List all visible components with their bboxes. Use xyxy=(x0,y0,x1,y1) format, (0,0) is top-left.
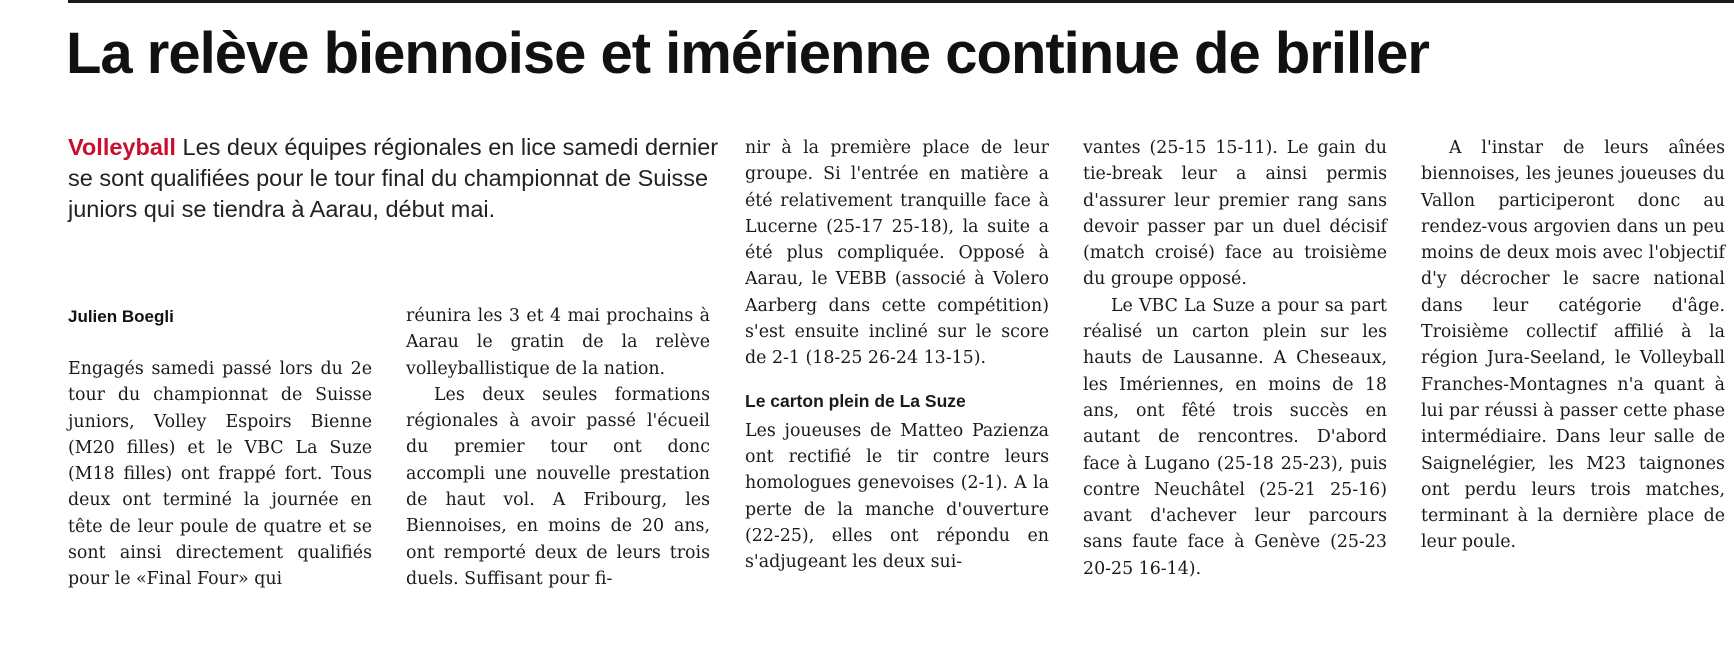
paragraph: Engagés samedi passé lors du 2e tour du championnat de Suisse juniors, Volley Espoirs Bienne (M20 filles) et le VBC La Suze (M18 filles) ont frappé fort. Tous deux ont terminé la journée en tête de leur poule de quatre et se sont ainsi directement qualifiés pour le «Final Four» qui xyxy=(68,359,372,590)
paragraph: Les deux seules formations régionales à avoir passé l'écueil du premier tour ont donc accompli une nouvelle prestation de haut vol. A Fribourg, les Biennoises, en moins de 20 ans, ont remporté deux de leurs trois duels. Suffisant pour fi- xyxy=(406,384,710,589)
paragraph: A l'instar de leurs aînées biennoises, les jeunes joueuses du Vallon participeront donc au rendez-vous argovien dans un peu moins de deux mois avec l'objectif d'y décrocher le sacre national dans leur catégorie d'âge. Troisième collectif affilié à la région Jura-Seeland, le Volleyball Franches-Montagnes n'a quant à lui par réussi à passer cette phase intermédiaire. Dans leur salle de Saignelégier, les M23 taignones ont perdu leurs trois matches, terminant à la dernière place de leur poule. xyxy=(1421,138,1725,553)
paragraph: Les joueuses de Matteo Pazienza ont rectifié le tir contre leurs homologues genevoises (2-1). A la perte de la manche d'ouverture (22-25), elles ont répondu en s'adjugeant les deux sui- xyxy=(745,420,1049,573)
column-4 xyxy=(1083,135,1387,582)
byline: Julien Boegli xyxy=(68,307,174,326)
paragraph: vantes (25-15 15-11). Le gain du tie-break leur a ainsi permis d'assurer leur premier rang sans devoir passer par un duel décisif (match croisé) face au troisième du groupe opposé. xyxy=(1083,138,1387,290)
kicker-label: Volleyball xyxy=(68,134,176,160)
paragraph: nir à la première place de leur groupe. Si l'entrée en matière a été relativement tranquille face à Lucerne (25-17 25-18), la suite a été plus compliquée. Opposé à Aarau, le VEBB (associé à Volero Aarberg dans cette compétition) s'est ensuite incliné sur le score de 2-1 (18-25 26-24 13-15). xyxy=(745,138,1049,369)
column-2 xyxy=(406,303,710,592)
lead-text: Les deux équipes régionales en lice samedi dernier se sont qualifiées pour le tour final du championnat de Suisse juniors qui se tiendra à Aarau, début mai. xyxy=(68,134,719,222)
article-headline: La relève biennoise et imérienne continue de briller xyxy=(66,21,1429,86)
paragraph: réunira les 3 et 4 mai prochains à Aarau le gratin de la relève volleyballistique de la nation. xyxy=(406,306,710,379)
article-lead xyxy=(68,132,728,225)
top-rule xyxy=(68,0,1734,3)
column-3 xyxy=(745,135,1049,575)
column-5 xyxy=(1421,135,1725,556)
column-1 xyxy=(68,356,372,593)
paragraph: Le VBC La Suze a pour sa part réalisé un carton plein sur les hauts de Lausanne. A Cheseaux, les Imériennes, en moins de 18 ans, ont fêté trois succès en autant de rencontres. D'abord face à Lugano (25-18 25-23), puis contre Neuchâtel (25-21 25-16) avant d'achever leur parcours sans faute face à Genève (25-23 20-25 16-14). xyxy=(1083,295,1387,579)
subheading: Le carton plein de La Suze xyxy=(745,390,966,411)
